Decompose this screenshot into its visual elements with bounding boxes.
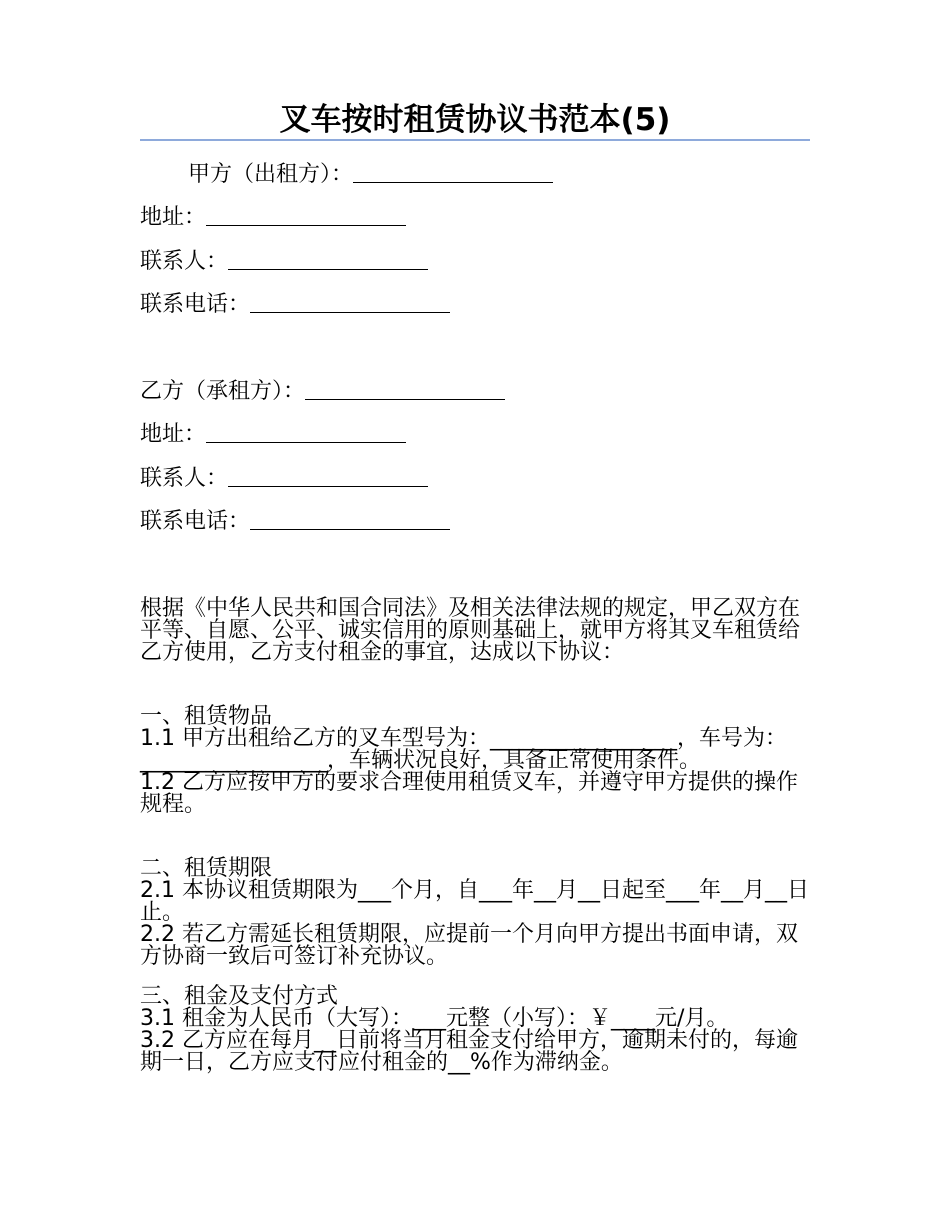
section-heading: 一、租赁物品 [140,704,273,729]
clause-1-2: 1.2 乙方应按甲方的要求合理使用租赁叉车，并遵守甲方提供的操作规程。 [140,770,798,817]
party-b-contact-line [140,464,428,494]
title-underline [140,139,810,141]
party-a-contact-blank[interactable] [228,247,428,270]
party-a-blank[interactable] [353,160,553,183]
party-b-blank[interactable] [305,377,505,400]
party-b-address-blank[interactable] [206,420,406,443]
section-heading: 三、租金及支付方式 [140,984,339,1009]
party-a-phone-blank[interactable] [250,290,450,313]
party-a-address-blank[interactable] [206,203,406,226]
party-a-label: 甲方（出租方）： [188,162,354,187]
party-a-line [188,160,553,190]
party-b-contact-label: 联系人： [140,466,229,491]
preamble-block [140,598,812,664]
document-title: 叉车按时租赁协议书范本(5) [279,102,671,138]
party-b-label: 乙方（承租方）： [140,379,306,404]
party-a-phone-line [140,290,450,320]
clause-3-1: 3.1 租金为人民币（大写）：___元整（小写）：￥____元/月。 [140,1006,729,1031]
party-b-line [140,377,505,407]
party-b-address-label: 地址： [140,422,207,447]
section-2 [140,858,812,968]
section-heading: 二、租赁期限 [140,856,273,881]
party-b-phone-blank[interactable] [250,507,450,530]
clause-3-2: 3.2 乙方应在每月__日前将当月租金支付给甲方，逾期未付的，每逾期一日，乙方应支付应付租金的__%作为滞纳金。 [140,1028,798,1075]
section-3 [140,986,812,1074]
party-a-contact-line [140,247,428,277]
clause-2-1: 2.1 本协议租赁期限为___个月，自___年__月__日起至___年__月__日止。 [140,878,809,925]
clause-1-1: 1.1 甲方出租给乙方的叉车型号为：_________________，车号为：_________________，车辆状况良好，具备正常使用条件。 [140,726,787,773]
party-a-address-line [140,203,406,233]
preamble-text: 根据《中华人民共和国合同法》及相关法律法规的规定，甲乙双方在平等、自愿、公平、诚实信用的原则基础上，就甲方将其叉车租赁给乙方使用，乙方支付租金的事宜，达成以下协议： [140,596,801,665]
party-b-address-line [140,420,406,450]
clause-2-2: 2.2 若乙方需延长租赁期限，应提前一个月向甲方提出书面申请，双方协商一致后可签订补充协议。 [140,922,798,969]
section-1 [140,706,812,816]
party-a-phone-label: 联系电话： [140,292,251,317]
party-a-contact-label: 联系人： [140,249,229,274]
party-b-phone-line [140,507,450,537]
party-a-address-label: 地址： [140,205,207,230]
party-b-contact-blank[interactable] [228,464,428,487]
party-b-phone-label: 联系电话： [140,509,251,534]
